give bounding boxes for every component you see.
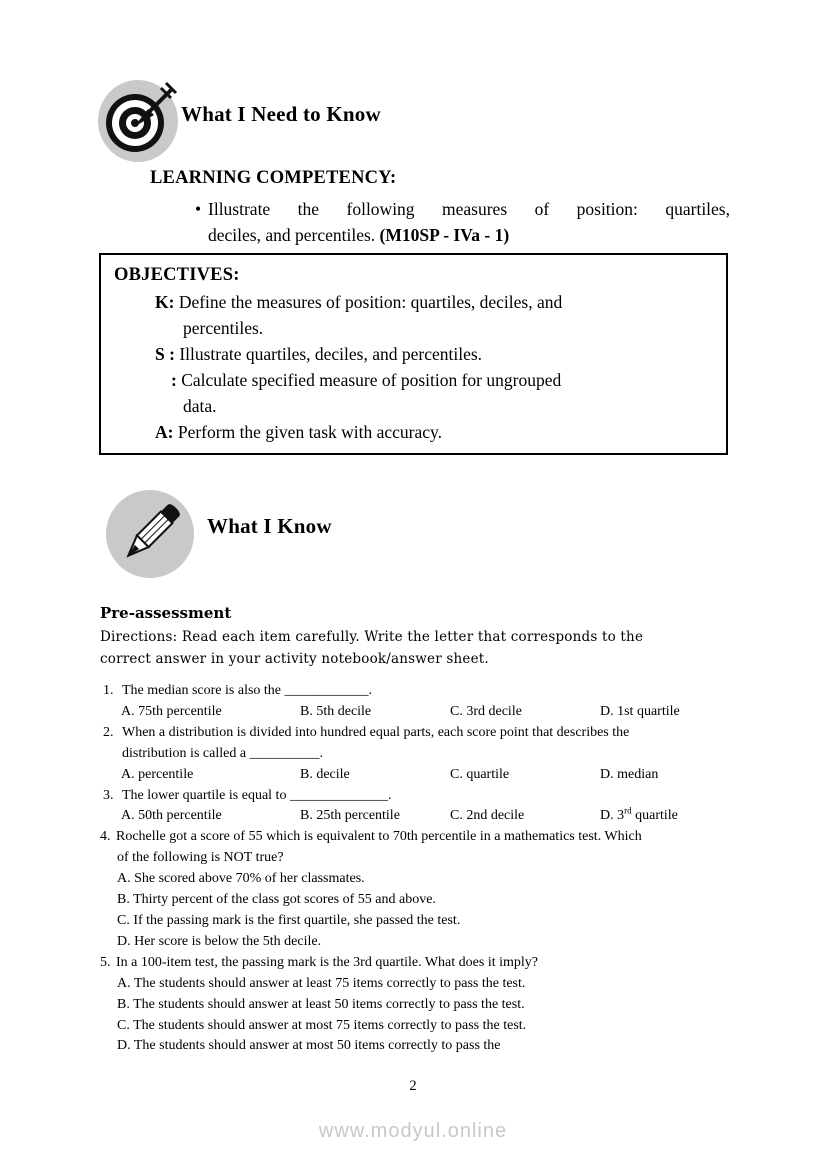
objective-text-wrap: percentiles. — [183, 318, 264, 338]
competency-text-line2 — [208, 223, 730, 249]
option-a: A. percentile — [121, 766, 194, 782]
directions-line2: correct answer in your activity notebook/answer sheet. — [100, 650, 489, 667]
question-text — [100, 827, 748, 848]
option-a: A. 75th percentile — [121, 703, 222, 719]
option-c: C. 3rd decile — [450, 703, 522, 719]
competency-code: (M10SP - IVa - 1) — [379, 224, 510, 245]
question-stem: Rochelle got a score of 55 which is equivalent to 70th percentile in a mathematics test. Which — [116, 829, 642, 845]
question-stem: When a distribution is divided into hundred equal parts, each score point that describes the — [122, 724, 630, 740]
objectives-box — [99, 253, 728, 455]
option-b: B. decile — [300, 766, 350, 782]
option-b: B. Thirty percent of the class got scores of 55 and above. — [117, 892, 436, 908]
option-d-rest: quartile — [631, 808, 678, 824]
learning-competency-heading: LEARNING COMPETENCY: — [150, 168, 397, 188]
question-stem: The lower quartile is equal to ______________. — [122, 787, 392, 803]
bullet-icon: • — [195, 199, 202, 219]
competency-text: deciles, and percentiles. — [208, 224, 380, 245]
question-1 — [100, 681, 748, 723]
objective-item-a — [155, 419, 714, 445]
option-c: C. If the passing mark is the first quartile, she passed the test. — [117, 912, 461, 928]
option-b: B. 25th percentile — [300, 808, 400, 824]
question-text — [100, 953, 748, 974]
option-d: D. The students should answer at most 50 items correctly to pass the — [117, 1038, 501, 1054]
option-d: D. median — [600, 766, 659, 782]
objective-label: K: — [155, 292, 175, 312]
objectives-heading: OBJECTIVES: — [114, 265, 240, 285]
question-3 — [100, 786, 748, 828]
section-title-what-i-know: What I Know — [207, 514, 332, 538]
option-d-base: D. 3 — [600, 808, 625, 824]
competency-text-line1: Illustrate the following measures of position: quartiles, — [208, 199, 730, 219]
pre-assessment-heading: Pre-assessment — [100, 604, 232, 622]
question-stem-wrap: distribution is called a __________. — [122, 745, 324, 761]
question-4 — [100, 827, 748, 952]
option-a: A. 50th percentile — [121, 808, 222, 824]
objective-text: Define the measures of position: quartiles, deciles, and — [174, 292, 563, 312]
learning-competency-bullet — [195, 197, 730, 248]
option-d-ordinal: rd — [624, 805, 632, 816]
question-number: 2. — [103, 724, 114, 740]
option-b: B. 5th decile — [300, 703, 372, 719]
option-c: C. The students should answer at most 75 items correctly to pass the test. — [117, 1017, 527, 1033]
objective-label: : — [171, 370, 177, 390]
page-number: 2 — [409, 1078, 417, 1094]
question-text — [100, 723, 748, 744]
objective-item-s2 — [171, 367, 714, 419]
watermark-text: www.modyul.online — [318, 1120, 508, 1142]
option-d: D. 1st quartile — [600, 703, 680, 719]
objective-label: A: — [155, 422, 174, 442]
question-5 — [100, 953, 748, 1058]
question-list — [100, 676, 748, 1057]
question-stem-wrap: of the following is NOT true? — [117, 850, 284, 866]
question-2 — [100, 723, 748, 786]
options-row — [100, 765, 748, 786]
section-title-what-i-need-to-know: What I Need to Know — [181, 102, 381, 126]
objective-text: Illustrate quartiles, deciles, and percentiles. — [174, 344, 483, 364]
option-a: A. She scored above 70% of her classmates. — [117, 871, 365, 887]
objective-item-s — [155, 341, 714, 367]
question-text — [100, 786, 748, 807]
option-b: B. The students should answer at least 50 items correctly to pass the test. — [117, 996, 525, 1012]
objective-text: Calculate specified measure of position for ungrouped — [176, 370, 562, 390]
options-row — [100, 806, 748, 827]
question-number: 3. — [103, 787, 114, 803]
directions-line1: Directions: Read each item carefully. Write the letter that corresponds to the — [100, 629, 644, 645]
options-row — [100, 702, 748, 723]
objective-text-wrap: data. — [183, 396, 217, 416]
objective-label: S : — [155, 344, 175, 364]
question-number: 4. — [100, 829, 111, 845]
pencil-icon — [105, 489, 195, 579]
question-stem: The median score is also the ____________. — [122, 683, 373, 698]
directions-text — [100, 627, 643, 670]
question-stem: In a 100-item test, the passing mark is the 3rd quartile. What does it imply? — [116, 954, 538, 970]
option-a: A. The students should answer at least 75 items correctly to pass the test. — [117, 975, 526, 991]
objective-item-k — [155, 289, 714, 341]
question-text — [100, 681, 748, 702]
option-c: C. 2nd decile — [450, 808, 525, 824]
option-c: C. quartile — [450, 766, 510, 782]
option-d: D. Her score is below the 5th decile. — [117, 933, 322, 949]
objective-text: Perform the given task with accuracy. — [173, 422, 443, 442]
option-d — [600, 806, 748, 827]
question-number: 5. — [100, 954, 111, 970]
target-icon — [97, 80, 181, 162]
question-number: 1. — [103, 683, 114, 698]
